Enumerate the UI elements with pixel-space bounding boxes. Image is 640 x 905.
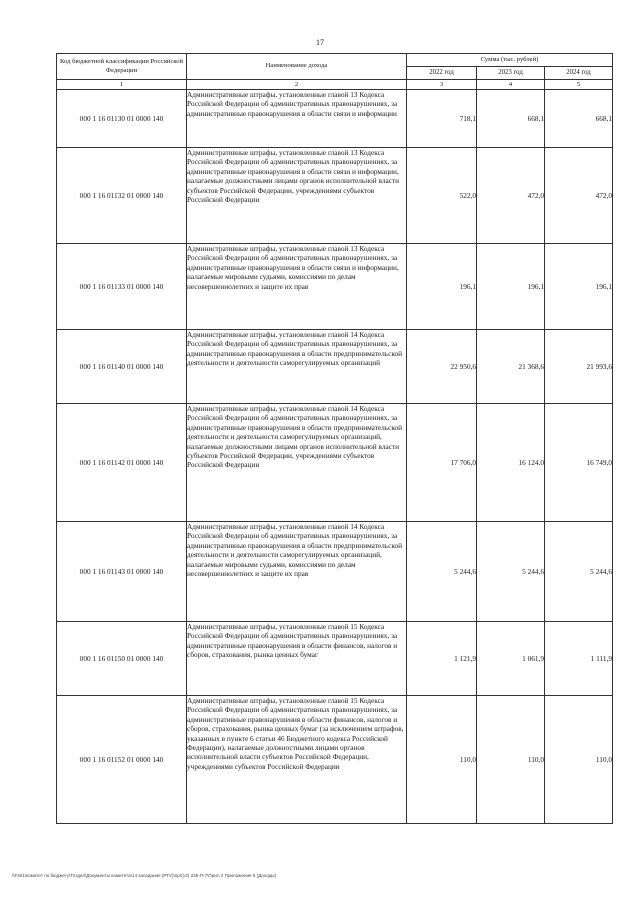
row-code: 000 1 16 01150 01 0000 140: [57, 622, 187, 696]
row-value-2023: 1 061,9: [477, 622, 545, 696]
row-value-2023: 668,1: [477, 90, 545, 148]
row-value-2023: 110,0: [477, 696, 545, 824]
column-number: 5: [545, 80, 613, 90]
row-code: 000 1 16 01140 01 0000 140: [57, 330, 187, 404]
row-value-2024: 16 749,0: [545, 404, 613, 522]
row-value-2023: 196,1: [477, 244, 545, 330]
row-name: Административные штрафы, установленные главой 13 Кодекса Российской Федерации об административных правонарушениях, за административные правонарушения в области связи и информации, налагаемые мировыми судьями, комиссиями по делам несовершеннолетних и защите их прав: [187, 244, 407, 330]
row-value-2022: 110,0: [407, 696, 477, 824]
column-number: 2: [187, 80, 407, 90]
header-year-2024: 2024 год: [545, 67, 613, 80]
table-row: [57, 330, 613, 404]
file-path-footer: \\Fs01\комитет по бюджету\Тотдел\Документы комитета\14 заседание (РТУ)\пр\(14) 235-П-7\Прил 2 Приложение 5 (Доходы): [12, 873, 277, 878]
header-code: Код бюджетной классификации Российской Федерации: [57, 54, 187, 80]
row-value-2024: 1 111,9: [545, 622, 613, 696]
row-value-2024: 472,0: [545, 148, 613, 244]
row-name: Административные штрафы, установленные главой 14 Кодекса Российской Федерации об административных правонарушениях, за административные правонарушения в области предпринимательской деятельности и деятельности саморегулируемых организаций: [187, 330, 407, 404]
table-row: [57, 622, 613, 696]
row-name: Административные штрафы, установленные главой 15 Кодекса Российской Федерации об административных правонарушениях, за административные правонарушения в области финансов, налогов и сборов, страхования, рынка ценных бумаг (за исключением штрафов, указанных в пункте 6 статьи 46 Бюджетного кодекса Российской Федерации), налагаемые должностными лицами органов исполнительной власти субъектов Российской Федерации, учреждениями субъектов Российской Федерации: [187, 696, 407, 824]
row-code: 000 1 16 01152 01 0000 140: [57, 696, 187, 824]
row-value-2022: 5 244,6: [407, 522, 477, 622]
table-row: [57, 90, 613, 148]
row-value-2024: 196,1: [545, 244, 613, 330]
row-value-2022: 17 706,0: [407, 404, 477, 522]
header-name: Наименование дохода: [187, 54, 407, 80]
header-sum: Сумма (тыс. рублей): [407, 54, 613, 67]
row-value-2024: 21 993,6: [545, 330, 613, 404]
row-value-2022: 1 121,9: [407, 622, 477, 696]
budget-revenue-table: [56, 53, 613, 824]
page-number: 17: [316, 38, 324, 47]
table-row: [57, 244, 613, 330]
row-value-2023: 16 124,0: [477, 404, 545, 522]
row-value-2023: 472,0: [477, 148, 545, 244]
row-name: Административные штрафы, установленные главой 13 Кодекса Российской Федерации об административных правонарушениях, за административные правонарушения в области связи и информации: [187, 90, 407, 148]
row-code: 000 1 16 01142 01 0000 140: [57, 404, 187, 522]
table-row: [57, 522, 613, 622]
row-value-2022: 22 950,6: [407, 330, 477, 404]
row-value-2023: 5 244,6: [477, 522, 545, 622]
row-name: Административные штрафы, установленные главой 14 Кодекса Российской Федерации об административных правонарушениях, за административные правонарушения в области предпринимательской деятельности и деятельности саморегулируемых организаций, налагаемые должностными лицами органов исполнительной власти субъектов Российской Федерации, учреждениями субъектов Российской Федерации: [187, 404, 407, 522]
row-value-2024: 110,0: [545, 696, 613, 824]
header-year-2022: 2022 год: [407, 67, 477, 80]
table-row: [57, 148, 613, 244]
row-code: 000 1 16 01130 01 0000 140: [57, 90, 187, 148]
column-number: 4: [477, 80, 545, 90]
row-value-2022: 522,0: [407, 148, 477, 244]
column-number: 3: [407, 80, 477, 90]
row-name: Административные штрафы, установленные главой 13 Кодекса Российской Федерации об административных правонарушениях, за административные правонарушения в области связи и информации, налагаемые должностными лицами органов исполнительной власти субъектов Российской Федерации, учреждениями субъектов Российской Федерации: [187, 148, 407, 244]
row-code: 000 1 16 01143 01 0000 140: [57, 522, 187, 622]
row-value-2022: 718,1: [407, 90, 477, 148]
row-value-2024: 668,1: [545, 90, 613, 148]
row-value-2023: 21 368,6: [477, 330, 545, 404]
row-code: 000 1 16 01133 01 0000 140: [57, 244, 187, 330]
row-code: 000 1 16 01132 01 0000 140: [57, 148, 187, 244]
row-value-2022: 196,1: [407, 244, 477, 330]
row-value-2024: 5 244,6: [545, 522, 613, 622]
table-row: [57, 404, 613, 522]
row-name: Административные штрафы, установленные главой 15 Кодекса Российской Федерации об административных правонарушениях, за административные правонарушения в области финансов, налогов и сборов, страхования, рынка ценных бумаг: [187, 622, 407, 696]
column-number: 1: [57, 80, 187, 90]
table-row: [57, 696, 613, 824]
header-year-2023: 2023 год: [477, 67, 545, 80]
row-name: Административные штрафы, установленные главой 14 Кодекса Российской Федерации об административных правонарушениях, за административные правонарушения в области предпринимательской деятельности и деятельности саморегулируемых организаций, налагаемые мировыми судьями, комиссиями по делам несовершеннолетних и защите их прав: [187, 522, 407, 622]
